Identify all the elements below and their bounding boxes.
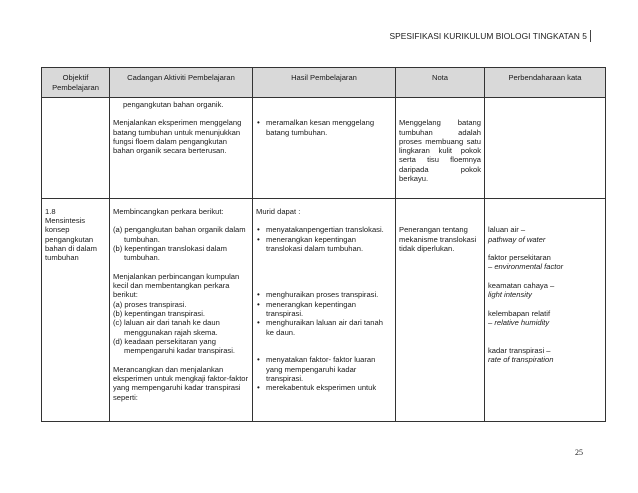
header-objektif: Objektif Pembelajaran — [42, 68, 110, 98]
list-item: (b) kepentingan translokasi dalam tumbuhan. — [113, 243, 227, 263]
vocab-term: laluan air – — [488, 225, 526, 235]
row2-hasil — [253, 199, 396, 422]
vocab-english: pathway of water — [488, 234, 546, 244]
vocab-english: light intensity — [488, 290, 532, 300]
header-hasil: Hasil Pembelajaran — [253, 68, 396, 98]
row1-aktiviti-continued: pengangkutan bahan organik. — [123, 99, 224, 109]
list-item: • menyatakan faktor- faktor luaran yang mempengaruhi kadar transpirasi. — [256, 355, 392, 383]
row1-objektif — [42, 98, 110, 199]
list-item: • merekabentuk eksperimen untuk — [256, 383, 392, 392]
list-item: • meramalkan kesan menggelang batang tumbuhan. — [256, 118, 392, 137]
table-header-row — [42, 68, 606, 98]
list-item: • menerangkan kepentingan translokasi dalam tumbuhan. — [256, 235, 392, 254]
row2-nota-text: Penerangan tentang mekanisme translokasi tidak diperlukan. — [399, 225, 477, 253]
list-item: • menghuraikan proses transpirasi. — [256, 290, 392, 299]
hasil-intro: Murid dapat : — [256, 206, 301, 216]
header-divider — [590, 30, 591, 42]
aktiviti-intro: Membincangkan perkara berikut: — [113, 206, 224, 216]
table-row — [42, 98, 606, 199]
vocab-term: kadar transpirasi – — [488, 346, 551, 356]
curriculum-table — [41, 67, 606, 422]
row1-kata — [485, 98, 606, 199]
page-header — [389, 30, 591, 42]
row2-nota — [396, 199, 485, 422]
vocab-english: – environmental factor — [488, 262, 564, 272]
vocab-english: rate of transpiration — [488, 355, 554, 365]
list-item: • menghuraikan laluan air dari tanah ke daun. — [256, 318, 392, 337]
list-item: (c) laluan air dari tanah ke daun menggunakan rajah skema. — [113, 318, 220, 337]
row2-kata — [485, 199, 606, 422]
aktiviti-para3: Merancangkan dan menjalankan eksperimen untuk mengkaji faktor-faktor yang mempengaruhi kadar transpirasi seperti: — [113, 364, 249, 402]
vocab-term: keamatan cahaya – — [488, 281, 555, 291]
list-item: (d) keadaan persekitaran yang mempengaruhi kadar transpirasi. — [113, 336, 236, 356]
list-item: (b) kepentingan transpirasi. — [113, 308, 206, 318]
row2-aktiviti — [110, 199, 253, 422]
header-aktiviti: Cadangan Aktiviti Pembelajaran — [110, 68, 253, 98]
row1-nota — [396, 98, 485, 199]
objektif-text: Mensintesis konsep pengangkutan bahan di dalam tumbuhan — [45, 215, 97, 263]
header-title: SPESIFIKASI KURIKULUM BIOLOGI TINGKATAN 5 — [389, 31, 587, 41]
aktiviti-para2: Menjalankan perbincangan kumpulan kecil dan membentangkan perkara berikut: — [113, 271, 240, 300]
table-row — [42, 199, 606, 422]
page-number: 25 — [575, 448, 583, 457]
row1-aktiviti — [110, 98, 253, 199]
list-item: (a) pengangkutan bahan organik dalam tumbuhan. — [113, 225, 246, 244]
list-item: • menyatakanpengertian translokasi. — [256, 225, 392, 234]
list-item: (a) proses transpirasi. — [113, 299, 187, 309]
row2-objektif — [42, 199, 110, 422]
row1-nota-text: Menggelang batang tumbuhan adalah proses membuang satu lingkaran kulit pokok serta tisu floemnya daripada pokok berkayu. — [399, 118, 481, 184]
objektif-number: 1.8 — [45, 206, 56, 216]
row1-hasil — [253, 98, 396, 199]
vocab-english: – relative humidity — [488, 318, 550, 328]
vocab-term: kelembapan relatif — [488, 308, 551, 318]
header-nota: Nota — [396, 68, 485, 98]
row1-aktiviti-experiment: Menjalankan eksperimen menggelang batang tumbuhan untuk menunjukkan fungsi floem dalam pengangkutan bahan organik secara berterusan. — [113, 118, 242, 156]
list-item: • menerangkan kepentingan transpirasi. — [256, 300, 392, 319]
vocab-term: faktor persekitaran — [488, 253, 551, 263]
header-kata: Perbendaharaan kata — [485, 68, 606, 98]
